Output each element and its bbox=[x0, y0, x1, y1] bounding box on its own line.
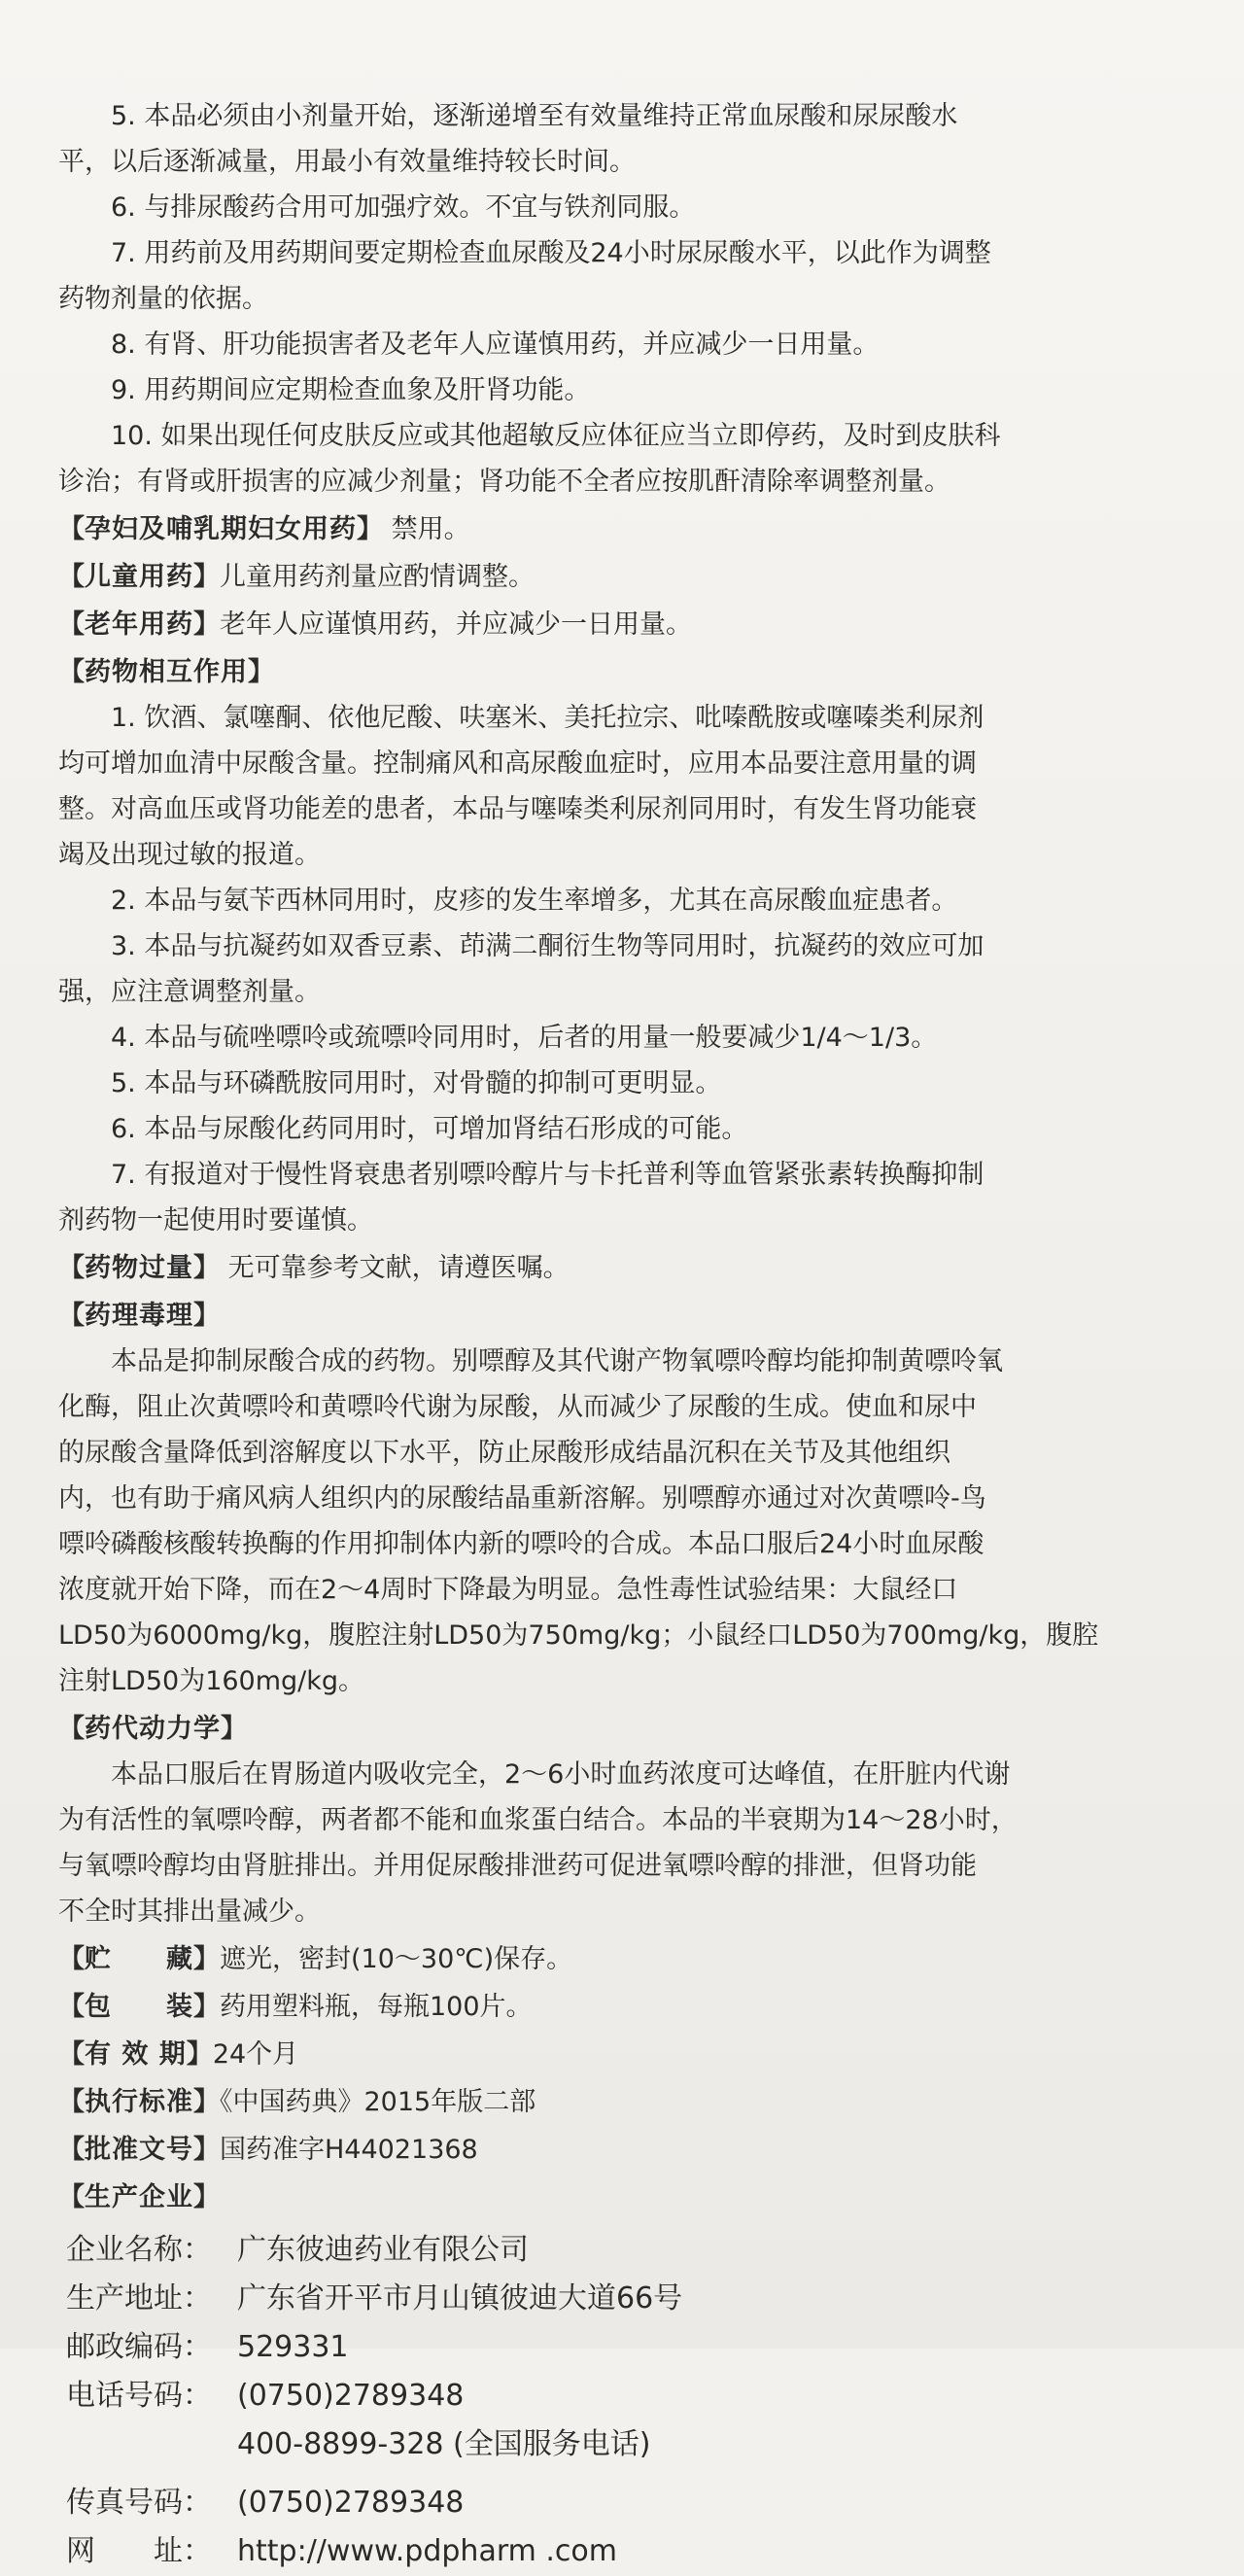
website-value: http://www.pdpharm .com bbox=[237, 2534, 617, 2568]
interaction-line: 强，应注意调整剂量。 bbox=[58, 977, 321, 1007]
section-text: 儿童用药剂量应酌情调整。 bbox=[220, 562, 535, 592]
interactions-heading: 【药物相互作用】 bbox=[58, 657, 274, 687]
pharmacology-line: 本品是抑制尿酸合成的药物。别嘌醇及其代谢产物氧嘌呤醇均能抑制黄嘌呤氧 bbox=[111, 1346, 1003, 1376]
pharmacology-section bbox=[58, 1339, 1197, 1704]
pharmacology-line: 的尿酸含量降低到溶解度以下水平，防止尿酸形成结晶沉积在关节及其他组织 bbox=[58, 1438, 950, 1468]
section-title: 儿童用药 bbox=[85, 562, 193, 592]
company-name-label: 企业名称： bbox=[66, 2233, 212, 2267]
phone-row bbox=[58, 2372, 1197, 2420]
interaction-line: 剂药物一起使用时要谨慎。 bbox=[58, 1205, 373, 1236]
interaction-line: 1. 饮酒、氯噻酮、依他尼酸、呋塞米、美托拉宗、吡嗪酰胺或噻嗪类利尿剂 bbox=[111, 703, 985, 733]
company-name-row bbox=[58, 2226, 1197, 2275]
company-name-value: 广东彼迪药业有限公司 bbox=[237, 2233, 529, 2267]
usage-line: 7. 用药前及用药期间要定期检查血尿酸及24小时尿尿酸水平，以此作为调整 bbox=[111, 238, 991, 268]
section-text: 国药准字H44021368 bbox=[220, 2135, 478, 2165]
section-title: 药物过量 bbox=[85, 1253, 193, 1283]
pharmacokinetics-line: 与氧嘌呤醇均由肾脏排出。并用促尿酸排泄药可促进氧嘌呤醇的排泄，但肾功能 bbox=[58, 1851, 977, 1881]
standard-section: 【执行标准】《中国药典》2015年版二部 bbox=[58, 2087, 536, 2117]
section-text: 药用塑料瓶，每瓶100片。 bbox=[220, 1992, 533, 2022]
fax-value: (0750)2789348 bbox=[237, 2486, 465, 2520]
overdose-section: 【药物过量】 无可靠参考文献，请遵医嘱。 bbox=[58, 1253, 570, 1283]
pharmacology-heading: 【药理毒理】 bbox=[58, 1301, 220, 1331]
pharmacology-line: 注射LD50为160mg/kg。 bbox=[58, 1666, 365, 1696]
interaction-line: 整。对高血压或肾功能差的患者，本品与噻嗪类利尿剂同用时，有发生肾功能衰 bbox=[58, 794, 977, 824]
usage-line: 9. 用药期间应定期检查血象及肝肾功能。 bbox=[111, 375, 591, 405]
section-title: 贮 藏 bbox=[85, 1944, 193, 1974]
section-title: 批准文号 bbox=[85, 2135, 193, 2165]
interactions-section bbox=[58, 695, 1197, 1243]
interaction-line: 4. 本品与硫唑嘌呤或巯嘌呤同用时，后者的用量一般要减少1/4～1/3。 bbox=[111, 1023, 938, 1053]
section-title: 药代动力学 bbox=[85, 1714, 221, 1744]
section-text: 《中国药典》2015年版二部 bbox=[220, 2087, 536, 2117]
address-value: 广东省开平市月山镇彼迪大道66号 bbox=[237, 2281, 683, 2315]
interaction-line: 均可增加血清中尿酸含量。控制痛风和高尿酸血症时，应用本品要注意用量的调 bbox=[58, 748, 977, 779]
pharmacokinetics-line: 本品口服后在胃肠道内吸收完全，2～6小时血药浓度可达峰值，在肝脏内代谢 bbox=[111, 1759, 1011, 1790]
interaction-line: 3. 本品与抗凝药如双香豆素、茚满二酮衍生物等同用时，抗凝药的效应可加 bbox=[111, 931, 985, 961]
pharmacology-line: 嘌呤磷酸核酸转换酶的作用抑制体内新的嘌呤的合成。本品口服后24小时血尿酸 bbox=[58, 1529, 985, 1559]
service-phone-value: 400-8899-328 (全国服务电话) bbox=[237, 2427, 651, 2461]
phone-value: (0750)2789348 bbox=[237, 2379, 465, 2413]
postcode-row bbox=[58, 2323, 1197, 2372]
website-row bbox=[58, 2527, 1197, 2576]
postcode-label: 邮政编码： bbox=[66, 2330, 212, 2364]
section-title: 药物相互作用 bbox=[85, 657, 248, 687]
usage-line: 10. 如果出现任何皮肤反应或其他超敏反应体征应当立即停药，及时到皮肤科 bbox=[111, 421, 1001, 451]
website-label: 网 址： bbox=[66, 2534, 212, 2568]
section-title: 老年用药 bbox=[85, 609, 193, 640]
validity-section: 【有 效 期】24个月 bbox=[58, 2039, 299, 2070]
section-title: 孕妇及哺乳期妇女用药 bbox=[85, 514, 357, 544]
section-title: 生产企业 bbox=[85, 2182, 193, 2212]
section-text: 24个月 bbox=[212, 2039, 299, 2070]
pharmacokinetics-heading: 【药代动力学】 bbox=[58, 1714, 247, 1744]
section-text: 无可靠参考文献，请遵医嘱。 bbox=[227, 1253, 570, 1283]
section-text: 遮光，密封(10～30℃)保存。 bbox=[220, 1944, 573, 1974]
elderly-section: 【老年用药】老年人应谨慎用药，并应减少一日用量。 bbox=[58, 609, 692, 640]
children-section: 【儿童用药】儿童用药剂量应酌情调整。 bbox=[58, 562, 535, 592]
usage-line: 诊治；有肾或肝损害的应减少剂量；肾功能不全者应按肌酐清除率调整剂量。 bbox=[58, 467, 950, 497]
fax-row bbox=[58, 2479, 1197, 2527]
section-title: 包 装 bbox=[85, 1992, 193, 2022]
pharmacology-line: 化酶，阻止次黄嘌呤和黄嘌呤代谢为尿酸，从而减少了尿酸的生成。使血和尿中 bbox=[58, 1392, 977, 1422]
section-title: 有 效 期 bbox=[85, 2039, 187, 2070]
address-label: 生产地址： bbox=[66, 2281, 212, 2315]
usage-line: 8. 有肾、肝功能损害者及老年人应谨慎用药，并应减少一日用量。 bbox=[111, 330, 880, 360]
packaging-section: 【包 装】药用塑料瓶，每瓶100片。 bbox=[58, 1992, 533, 2022]
manufacturer-info bbox=[58, 2226, 1197, 2576]
service-phone-row bbox=[58, 2420, 1197, 2469]
usage-section bbox=[58, 93, 1197, 505]
interaction-line: 2. 本品与氨苄西林同用时，皮疹的发生率增多，尤其在高尿酸血症患者。 bbox=[111, 886, 958, 916]
pharmacology-line: LD50为6000mg/kg，腹腔注射LD50为750mg/kg；小鼠经口LD50为700mg/kg，腹腔 bbox=[58, 1620, 1099, 1651]
interaction-line: 7. 有报道对于慢性肾衰患者别嘌呤醇片与卡托普利等血管紧张素转换酶抑制 bbox=[111, 1160, 985, 1190]
interaction-line: 5. 本品与环磷酰胺同用时，对骨髓的抑制可更明显。 bbox=[111, 1068, 722, 1098]
postcode-value: 529331 bbox=[237, 2330, 349, 2364]
section-text: 老年人应谨慎用药，并应减少一日用量。 bbox=[220, 609, 692, 640]
approval-section: 【批准文号】国药准字H44021368 bbox=[58, 2135, 478, 2165]
usage-line: 平，以后逐渐减量，用最小有效量维持较长时间。 bbox=[58, 147, 636, 177]
manufacturer-heading: 【生产企业】 bbox=[58, 2182, 220, 2212]
section-title: 药理毒理 bbox=[85, 1301, 193, 1331]
pregnancy-section: 【孕妇及哺乳期妇女用药】 禁用。 bbox=[58, 514, 470, 544]
usage-line: 6. 与排尿酸药合用可加强疗效。不宜与铁剂同服。 bbox=[111, 192, 696, 223]
address-row bbox=[58, 2275, 1197, 2323]
pharmacokinetics-line: 不全时其排出量减少。 bbox=[58, 1897, 321, 1927]
pharmacokinetics-section bbox=[58, 1752, 1197, 1934]
section-title: 执行标准 bbox=[85, 2087, 193, 2117]
pharmacokinetics-line: 为有活性的氧嘌呤醇，两者都不能和血浆蛋白结合。本品的半衰期为14～28小时， bbox=[58, 1805, 1018, 1835]
usage-line: 5. 本品必须由小剂量开始，逐渐递增至有效量维持正常血尿酸和尿尿酸水 bbox=[111, 101, 958, 131]
usage-line: 药物剂量的依据。 bbox=[58, 284, 268, 314]
interaction-line: 竭及出现过敏的报道。 bbox=[58, 840, 321, 870]
pharmacology-line: 浓度就开始下降，而在2～4周时下降最为明显。急性毒性试验结果：大鼠经口 bbox=[58, 1575, 958, 1605]
phone-label: 电话号码： bbox=[66, 2379, 212, 2413]
fax-label: 传真号码： bbox=[66, 2486, 212, 2520]
interaction-line: 6. 本品与尿酸化药同用时，可增加肾结石形成的可能。 bbox=[111, 1114, 748, 1144]
storage-section: 【贮 藏】遮光，密封(10～30℃)保存。 bbox=[58, 1944, 573, 1974]
pharmacology-line: 内，也有助于痛风病人组织内的尿酸结晶重新溶解。别嘌醇亦通过对次黄嘌呤-鸟 bbox=[58, 1483, 986, 1514]
section-text: 禁用。 bbox=[391, 514, 470, 544]
